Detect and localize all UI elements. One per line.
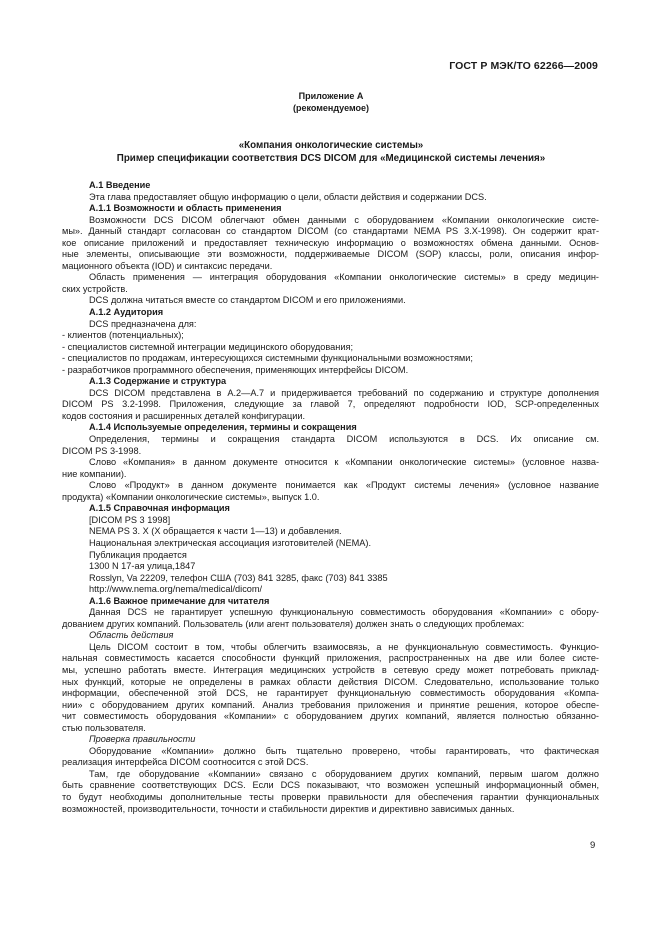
text-line: ние компании). <box>62 468 127 479</box>
section-heading: A.1 Введение <box>89 180 151 190</box>
text-line: чит совместимость оборудования «Компании» с оборудованием других компаний, является полностью обязанно- <box>62 711 599 722</box>
text-line: Слово «Продукт» в данном документе понимается как «Продукт системы лечения» (условное название <box>89 480 599 491</box>
list-item: - клиентов (потенциальных); <box>62 330 184 341</box>
text-line: мы». Данный стандарт согласован со стандартом DICOM (со стандартами NEMA PS 3.X-1998). Он содержит крат- <box>62 226 599 237</box>
text-line: кодов состояния и расширенных деталей конфигурации. <box>62 410 306 421</box>
text-line: ских устройств. <box>62 283 128 294</box>
text-line: нии» с оборудованием других компаний. Анализ требования приложения и принятие решения, которое обеспе- <box>62 699 599 710</box>
section-heading: A.1.1 Возможности и область применения <box>89 203 282 214</box>
text-line: DCS DICOM представлена в А.2—А.7 и придерживается требований по содержанию и структуре дополнения <box>89 387 599 398</box>
reference-line: Публикация продается <box>89 549 187 560</box>
standard-code: ГОСТ Р МЭК/ТО 62266—2009 <box>449 60 598 72</box>
section-heading: A.1.5 Справочная информация <box>89 503 230 514</box>
reference-line: 1300 N 17-ая улица,1847 <box>89 561 196 572</box>
text-line: продукта) «Компании онкологические системы», выпуск 1.0. <box>62 491 320 502</box>
text-line: Оборудование «Компании» должно быть тщательно проверено, чтобы гарантировать, что фактическая <box>89 745 599 756</box>
text-line: Данная DCS не гарантирует успешную функциональную совместимость оборудования «Компании» с обору- <box>89 607 599 618</box>
text-line: мы, успешно работать вместе. Интеграция медицинских устройств в сетевую среду может потребовать приклад- <box>62 664 599 675</box>
subsection-heading: Область действия <box>89 630 174 641</box>
reference-line: Национальная электрическая ассоциация изготовителей (NEMA). <box>89 537 372 548</box>
reference-url: http://www.nema.org/nema/medical/dicom/ <box>89 584 263 595</box>
text-line: стью пользователя. <box>62 722 146 733</box>
text-line: Определения, термины и сокращения стандарта DICOM используются в DCS. Их описание см. <box>89 434 599 445</box>
text-line: нальная совместимость касается способности функций приложения, распространенных на две или более систе- <box>62 653 599 664</box>
page-number: 9 <box>590 840 596 851</box>
list-item: - разработчиков программного обеспечения, применяющих интерфейсы DICOM. <box>62 364 409 375</box>
text-line: Эта глава предоставляет общую информацию о цели, области действия и содержании DCS. <box>89 191 487 202</box>
subsection-heading: Проверка правильности <box>89 734 196 745</box>
text-line: Цель DICOM состоит в том, чтобы облегчить взаимосвязь, а не функциональную совместимость. Функцио- <box>89 641 599 652</box>
sub-title: Пример спецификации соответствия DCS DICOM для «Медицинской системы лечения» <box>116 153 546 164</box>
text-line: Слово «Компания» в данном документе относится к «Компании онкологические системы» (условное назва- <box>89 457 599 468</box>
document-titles <box>0 139 662 165</box>
section-heading: A.1.2 Аудитория <box>89 307 164 318</box>
reference-line: NEMA PS 3. X (X обращается к части 1—13) и добавления. <box>89 526 342 537</box>
appendix-subtitle: (рекомендуемое) <box>293 102 369 113</box>
section-heading: A.1.6 Важное примечание для читателя <box>89 595 270 606</box>
text-line: Возможности DCS DICOM облегчают обмен данными с оборудованием «Компании онкологические систе- <box>89 214 599 225</box>
text-line: Область применения — интеграция оборудования «Компании онкологические системы» в среду медицин- <box>89 272 599 283</box>
appendix-heading <box>0 91 662 114</box>
reference-line: Rosslyn, Va 22209, телефон США (703) 841 3285, факс (703) 841 3385 <box>89 572 388 583</box>
text-line: DICOM PS 3.2-1998. Приложения, следующие за главой 7, определяют подробности IOD, SCP-определенных <box>62 399 599 410</box>
text-line: мационного объекта (IOD) и синтаксис передачи. <box>62 260 273 271</box>
reference-line: [DICOM PS 3 1998] <box>89 514 171 525</box>
text-line: реализация интерфейса DICOM соотносится с этой DCS. <box>62 757 309 768</box>
text-line: DCS предназначена для: <box>89 318 197 329</box>
text-line: ные элементы, описывающие эти возможности, поддерживаемые DICOM (SOP) классы, роли, описания инфор- <box>62 249 599 260</box>
text-line: кое описание приложений и предоставляет техническую информацию о возможностях обмена данными. Основ- <box>62 237 599 248</box>
text-line: Там, где оборудование «Компании» связано с оборудованием других компаний, первым шагом должно <box>89 768 599 779</box>
list-item: - специалистов по продажам, интересующихся системными функциональными возможностями; <box>62 353 473 364</box>
section-heading: A.1.3 Содержание и структура <box>89 376 227 387</box>
text-line: информации, обеспеченной этой DCS, не гарантирует функциональную совместимость оборудования «Компа- <box>62 688 599 699</box>
text-line: DICOM PS 3-1998. <box>62 445 142 456</box>
text-line: ных функций, которые не определены в рамках области действия DICOM. Следовательно, использование только <box>62 676 599 687</box>
text-line: возможностей, производительности, точности и стабильности директив и директивно зависимых данных. <box>62 803 515 814</box>
appendix-title: Приложение А <box>298 91 364 101</box>
list-item: - специалистов системной интеграции медицинского оборудования; <box>62 341 354 352</box>
section-heading: A.1.4 Используемые определения, термины и сокращения <box>89 422 357 433</box>
text-line: то будут необходимы дополнительные тесты проверки правильности для обеспечения гарантии функциональных <box>62 791 599 802</box>
text-line: быть сравнение соответствующих DCS. Если DCS показывают, что возможен успешный информационный обмен, <box>62 780 599 791</box>
main-title: «Компания онкологические системы» <box>238 140 424 151</box>
text-line: DCS должна читаться вместе со стандартом DICOM и его приложениями. <box>89 295 406 306</box>
document-body <box>62 180 599 815</box>
text-line: дованием других компаний. Пользователь (или агент пользователя) должен знать о следующих проблемах: <box>62 618 525 629</box>
